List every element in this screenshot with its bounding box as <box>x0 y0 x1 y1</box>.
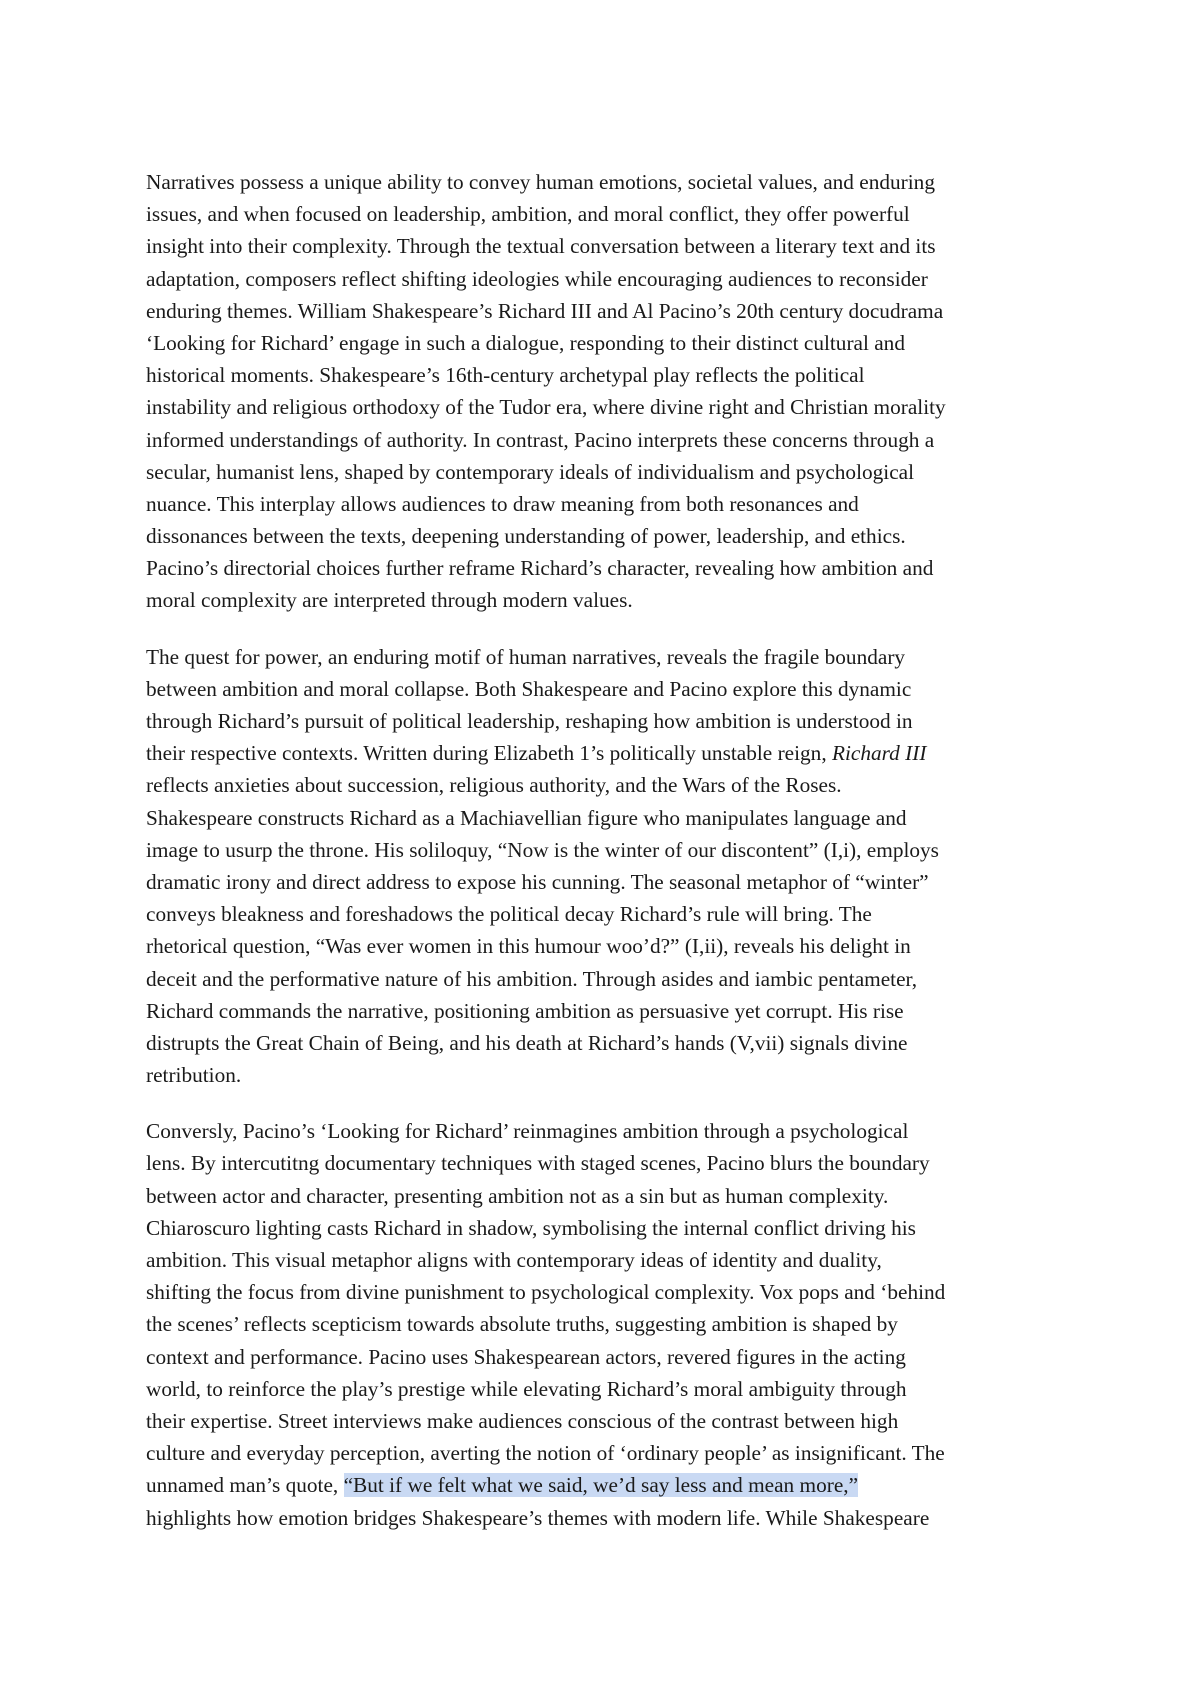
text-line: lens. By intercutitng documentary techniques with staged scenes, Pacino blurs the boundary <box>146 1151 930 1176</box>
text-line: world, to reinforce the play’s prestige while elevating Richard’s moral ambiguity through <box>146 1376 907 1401</box>
text-line: through Richard’s pursuit of political leadership, reshaping how ambition is understood in <box>146 709 913 733</box>
text-line: highlights how emotion bridges Shakespeare’s themes with modern life. While Shakespeare <box>146 1505 930 1530</box>
text-line: between ambition and moral collapse. Both Shakespeare and Pacino explore this dynamic <box>146 676 912 701</box>
text-line: enduring themes. William Shakespeare’s Richard III and Al Pacino’s 20th century docudrama <box>146 298 944 323</box>
text-line: the scenes’ reflects scepticism towards absolute truths, suggesting ambition is shaped by <box>146 1312 898 1337</box>
text-line: instability and religious orthodoxy of the Tudor era, where divine right and Christian morality <box>146 395 946 420</box>
text-line-start: their respective contexts. Written during Elizabeth 1’s politically unstable reign, <box>146 741 827 766</box>
text-line: culture and everyday perception, averting the notion of ‘ordinary people’ as insignificant. The <box>146 1441 945 1466</box>
text-line: ‘Looking for Richard’ engage in such a dialogue, responding to their distinct cultural and <box>146 330 905 355</box>
text-line: moral complexity are interpreted through modern values. <box>146 588 633 613</box>
paragraph-2 <box>146 641 1076 1092</box>
text-line-start: unnamed man’s quote, <box>146 1473 339 1498</box>
text-line: Pacino’s directorial choices further reframe Richard’s character, revealing how ambition and <box>146 556 934 581</box>
text-line: their expertise. Street interviews make audiences conscious of the contrast between high <box>146 1408 899 1433</box>
text-line: Shakespeare constructs Richard as a Machiavellian figure who manipulates language and <box>146 805 907 830</box>
text-line: ambition. This visual metaphor aligns with contemporary ideas of identity and duality, <box>146 1248 882 1272</box>
text-line: shifting the focus from divine punishment to psychological complexity. Vox pops and ‘behind <box>146 1280 946 1305</box>
paragraph-3 <box>146 1115 1076 1533</box>
text-line: dissonances between the texts, deepening understanding of power, leadership, and ethics. <box>146 524 906 549</box>
text-line: distrupts the Great Chain of Being, and his death at Richard’s hands (V,vii) signals divine <box>146 1030 908 1055</box>
document-body <box>146 166 1076 1534</box>
text-line <box>146 1469 1076 1501</box>
text-line: Chiaroscuro lighting casts Richard in shadow, symbolising the internal conflict driving his <box>146 1215 916 1240</box>
text-line: Conversly, Pacino’s ‘Looking for Richard’ reinmagines ambition through a psychological <box>146 1119 909 1144</box>
text-line: context and performance. Pacino uses Shakespearean actors, revered figures in the acting <box>146 1344 906 1369</box>
text-line: The quest for power, an enduring motif of human narratives, reveals the fragile boundary <box>146 644 906 669</box>
text-line: rhetorical question, “Was ever women in this humour woo’d?” (I,ii), reveals his delight in <box>146 934 911 959</box>
text-line: adaptation, composers reflect shifting ideologies while encouraging audiences to reconsider <box>146 266 928 291</box>
text-line: secular, humanist lens, shaped by contemporary ideals of individualism and psychological <box>146 459 915 484</box>
text-line: image to usurp the throne. His soliloquy, “Now is the winter of our discontent” (I,i), employs <box>146 837 939 862</box>
text-line: informed understandings of authority. In contrast, Pacino interprets these concerns through a <box>146 427 935 452</box>
text-line: issues, and when focused on leadership, ambition, and moral conflict, they offer powerful <box>146 202 910 227</box>
text-line: Narratives possess a unique ability to convey human emotions, societal values, and enduring <box>146 170 935 194</box>
highlighted-quote[interactable]: “But if we felt what we said, we’d say less and mean more,” <box>343 1473 859 1498</box>
text-line: deceit and the performative nature of his ambition. Through asides and iambic pentameter, <box>146 966 918 991</box>
text-line: retribution. <box>146 1063 242 1088</box>
text-line: nuance. This interplay allows audiences to draw meaning from both resonances and <box>146 491 859 516</box>
text-line: Richard commands the narrative, positioning ambition as persuasive yet corrupt. His rise <box>146 998 904 1023</box>
text-line: historical moments. Shakespeare’s 16th-century archetypal play reflects the political <box>146 363 865 388</box>
text-line: between actor and character, presenting ambition not as a sin but as human complexity. <box>146 1183 889 1208</box>
text-line <box>146 737 1076 769</box>
text-line: reflects anxieties about succession, religious authority, and the Wars of the Roses. <box>146 773 842 798</box>
text-line: conveys bleakness and foreshadows the political decay Richard’s rule will bring. The <box>146 902 872 927</box>
paragraph-spacer <box>146 617 1076 641</box>
italic-title: Richard III <box>831 741 927 766</box>
text-line: dramatic irony and direct address to expose his cunning. The seasonal metaphor of “winter” <box>146 869 929 894</box>
text-line: insight into their complexity. Through the textual conversation between a literary text and its <box>146 234 936 259</box>
paragraph-1 <box>146 166 1076 617</box>
paragraph-spacer <box>146 1091 1076 1115</box>
